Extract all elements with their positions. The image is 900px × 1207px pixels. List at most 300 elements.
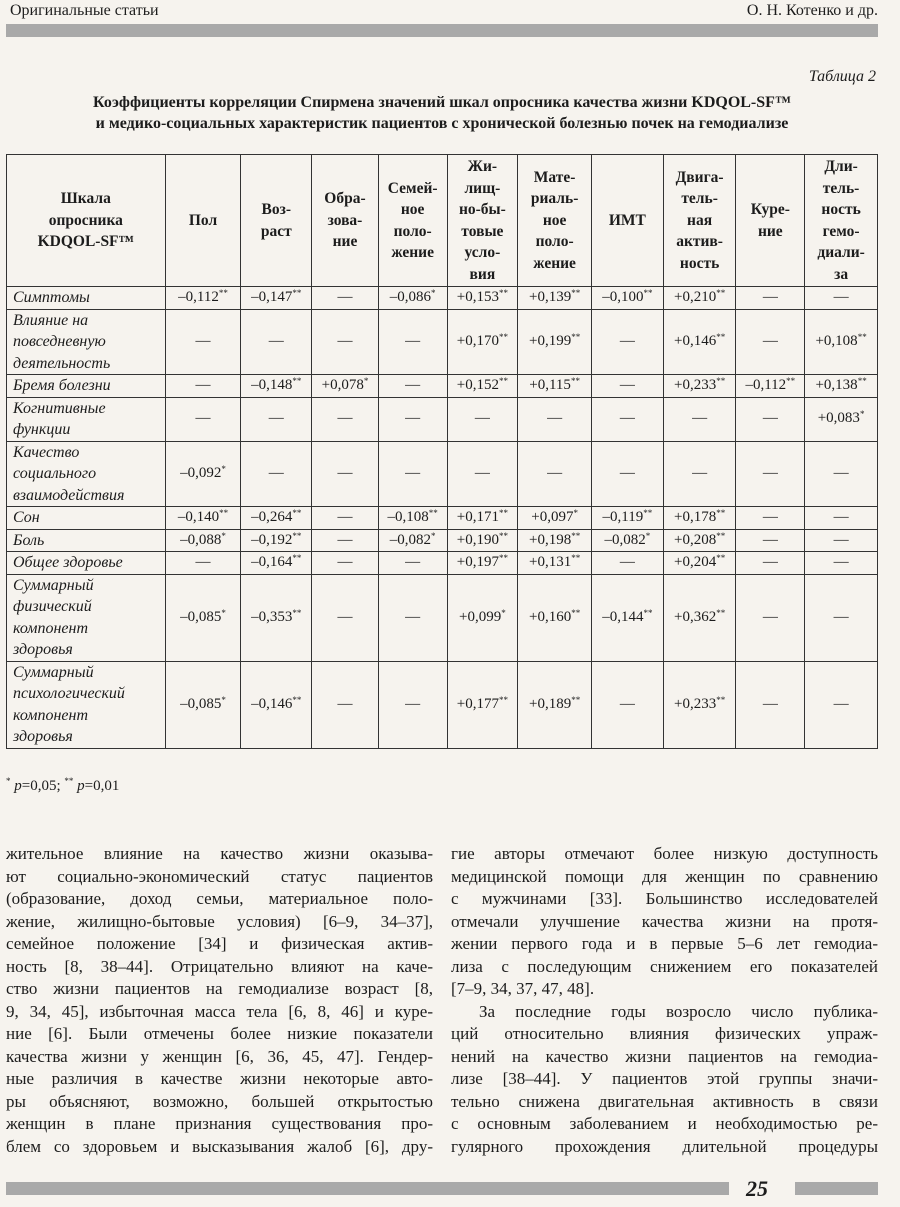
table-cell (165, 375, 241, 398)
table-cell (736, 661, 805, 748)
significance-mark: ** (292, 530, 302, 541)
cell-value: — (405, 554, 421, 570)
table-row (7, 309, 878, 375)
row-label (7, 397, 166, 441)
cell-value: –0,085 (180, 608, 222, 625)
significance-mark: ** (292, 694, 302, 705)
table-number: Таблица 2 (808, 68, 876, 85)
table-cell (241, 287, 312, 310)
column-header-line: ность (679, 254, 720, 272)
text-line: ные различия в качестве жизни некоторые авто- (6, 1069, 433, 1088)
table-cell (518, 441, 592, 507)
significance-mark: ** (643, 288, 653, 298)
significance-mark: * (431, 288, 436, 298)
cell-value: — (762, 509, 778, 525)
significance-mark: * (221, 464, 226, 474)
table-cell (447, 287, 518, 310)
cell-value: –0,100 (602, 289, 644, 305)
text-line: лизе [38–44]. У пациентов этой группы значи- (451, 1069, 878, 1088)
page-number: 25 (746, 1176, 768, 1201)
row-label (7, 552, 166, 575)
significance-mark: ** (571, 694, 581, 705)
table-cell (447, 529, 518, 552)
cell-value: — (619, 377, 635, 393)
column-header-line: гемо- (822, 222, 860, 240)
table-cell (447, 661, 518, 748)
significance-mark: ** (716, 508, 726, 518)
cell-value: +0,199 (529, 333, 572, 349)
table-cell (736, 552, 805, 575)
cell-value: — (619, 410, 635, 427)
table-cell (663, 397, 736, 441)
text-line: [7–9, 34, 37, 47, 48]. (451, 979, 595, 998)
text-line: отмечали улучшение качества жизни на протя- (451, 911, 878, 931)
row-label (7, 529, 166, 552)
table-cell (241, 397, 312, 441)
table-cell (312, 441, 379, 507)
table-cell (165, 552, 241, 575)
cell-value: — (619, 465, 635, 481)
row-label-line: Боль (13, 531, 45, 549)
table-cell (447, 574, 518, 661)
cell-value: — (268, 465, 284, 481)
table-cell (447, 397, 518, 441)
cell-value: — (337, 608, 353, 625)
column-header-line: лищ- (464, 179, 501, 197)
table-cell (591, 574, 663, 661)
table-cell (736, 574, 805, 661)
table-cell (312, 287, 379, 310)
table-cell (165, 661, 241, 748)
column-header-line: зова- (327, 211, 363, 229)
text-line: качества жизни у женщин [6, 36, 45, 47]. Гендер- (6, 1046, 433, 1066)
row-label (7, 441, 166, 507)
cell-value: +0,152 (456, 377, 499, 393)
column-header-line: тель- (822, 179, 860, 197)
cell-value: +0,189 (529, 695, 572, 712)
row-label-line: Суммарный (13, 663, 94, 681)
table-cell (736, 287, 805, 310)
cell-value: — (195, 410, 211, 427)
cell-value: +0,083 (817, 410, 860, 427)
cell-value: — (762, 695, 778, 712)
cell-value: –0,140 (177, 509, 220, 525)
text-line: нений на качество жизни пациентов на гемодиа- (451, 1046, 878, 1066)
cell-value: — (762, 410, 778, 427)
text-line: ры объясняют, возможно, большей открытостью (6, 1091, 433, 1111)
table-cell (165, 507, 241, 530)
cell-value: — (619, 554, 635, 570)
cell-value: –0,082 (389, 531, 432, 548)
cell-value: –0,088 (180, 531, 222, 548)
text-line: (образование, доход семьи, материальное поло- (6, 889, 433, 908)
table-row (7, 441, 878, 507)
table-cell (447, 309, 518, 375)
cell-value: –0,192 (251, 531, 293, 548)
significance-mark: ** (292, 508, 302, 518)
column-header-line: диали- (817, 244, 865, 261)
cell-value: –0,086 (389, 289, 432, 305)
table-cell (518, 574, 592, 661)
cell-value: +0,108 (815, 333, 858, 349)
text-line: лиза с последующим снижением его показателей (451, 956, 878, 976)
table-cell (312, 397, 379, 441)
significance-mark: ** (716, 607, 726, 618)
column-header-line: KDQOL-SF™ (37, 233, 135, 251)
table-cell (805, 529, 878, 552)
cell-value: +0,197 (456, 554, 499, 570)
cell-value: +0,078 (321, 377, 364, 393)
table-cell (241, 507, 312, 530)
text-line: жение, жилищно-бытовые условия) [6–9, 34–37], (6, 911, 433, 931)
row-label (7, 309, 166, 375)
row-label-line: физический (13, 598, 92, 615)
table-cell (518, 375, 592, 398)
table-cell (241, 309, 312, 375)
table-row (7, 529, 878, 552)
text-line: ций относительно влияния физических упраж- (451, 1024, 878, 1043)
cell-value: — (337, 410, 353, 427)
column-header-line: Двига- (675, 168, 724, 186)
table-cell (378, 552, 447, 575)
column-header-line: Куре- (750, 201, 790, 218)
table-cell (518, 397, 592, 441)
table-cell (312, 661, 379, 748)
header-rule (6, 24, 878, 37)
table-cell (378, 441, 447, 507)
table-title-line: и медико-социальных характеристик пациентов с хронической болезнью почек на гемодиализе (95, 115, 789, 132)
row-label-line: социального (13, 465, 97, 482)
table-cell (378, 574, 447, 661)
cell-value: — (692, 410, 708, 427)
table-cell (591, 441, 663, 507)
table-cell (736, 507, 805, 530)
significance-mark: ** (218, 288, 228, 298)
cell-value: — (337, 333, 353, 349)
table-cell (312, 529, 379, 552)
cell-value: +0,233 (673, 695, 717, 712)
row-label-line: Влияние на (13, 311, 89, 329)
significance-mark: ** (571, 553, 581, 563)
significance-mark: * (573, 508, 578, 518)
column-header-line: Шкала (60, 190, 111, 208)
significance-mark: * (645, 530, 651, 541)
row-label-line: Сон (13, 509, 40, 526)
column-header-line: риаль- (530, 190, 579, 208)
column-header (663, 155, 736, 287)
text-line: гулярного прохождения длительной процедуры (451, 1136, 878, 1156)
significance-mark: ** (428, 508, 438, 518)
row-label-line: компонент (13, 619, 89, 637)
cell-value: — (474, 465, 490, 481)
table-cell (805, 397, 878, 441)
footnote-value: =0,01 (84, 778, 120, 794)
cell-value: — (405, 465, 421, 481)
table-cell (663, 287, 736, 310)
significance-mark: ** (292, 607, 302, 618)
table-cell (378, 397, 447, 441)
cell-value: — (405, 695, 421, 712)
cell-value: –0,108 (387, 509, 429, 525)
row-label-line: Качество (13, 443, 80, 461)
row-label-line: психологический (13, 685, 125, 702)
text-line: ство жизни пациентов на гемодиализе возраст [8, (6, 979, 433, 998)
cell-value: — (405, 333, 421, 349)
table-cell (663, 507, 736, 530)
cell-value: — (337, 695, 353, 712)
cell-value: — (405, 608, 421, 625)
table-cell (312, 507, 379, 530)
column-header (805, 155, 878, 287)
table-footnote (6, 776, 119, 795)
table-row (7, 287, 878, 310)
cell-value: –0,092 (180, 465, 222, 481)
cell-value: +0,177 (456, 695, 499, 712)
significance-mark: ** (570, 376, 580, 386)
cell-value: +0,198 (529, 531, 572, 548)
cell-value: — (833, 695, 849, 712)
cell-value: — (337, 289, 353, 305)
cell-value: –0,164 (251, 554, 293, 570)
cell-value: +0,160 (529, 608, 572, 625)
running-header-section: Оригинальные статьи (10, 2, 159, 19)
significance-mark: ** (716, 530, 726, 541)
cell-value: –0,112 (745, 377, 787, 393)
row-label-line: повседневную (13, 333, 106, 350)
table-cell (447, 441, 518, 507)
significance-mark: ** (498, 694, 508, 705)
cell-value: –0,119 (602, 509, 644, 525)
table-cell (663, 529, 736, 552)
cell-value: +0,131 (529, 554, 572, 570)
cell-value: +0,170 (456, 333, 499, 349)
significance-mark: ** (498, 530, 508, 541)
column-header (378, 155, 447, 287)
column-header-line: жение (533, 254, 576, 272)
text-line: За последние годы возросло число публика- (479, 1001, 878, 1021)
column-header (518, 155, 592, 287)
table-cell (805, 507, 878, 530)
column-header-line: ное (400, 201, 425, 218)
significance-mark: ** (571, 530, 581, 541)
row-label-line: Суммарный (13, 576, 94, 594)
running-header-authors: О. Н. Котенко и др. (746, 2, 878, 19)
table-body (7, 287, 878, 749)
cell-value: +0,210 (673, 289, 717, 305)
table-cell (378, 287, 447, 310)
column-header (591, 155, 663, 287)
significance-mark: ** (716, 553, 726, 563)
column-header-line: Мате- (533, 168, 576, 186)
column-header-line: Жи- (467, 158, 498, 175)
text-line: жительное влияние на качество жизни оказыва- (6, 844, 433, 863)
cell-value: — (619, 695, 635, 712)
table-cell (241, 574, 312, 661)
table-row (7, 574, 878, 661)
table-cell (591, 397, 663, 441)
table-cell (165, 397, 241, 441)
cell-value: +0,139 (529, 289, 572, 305)
table-cell (591, 287, 663, 310)
significance-mark: ** (571, 332, 581, 342)
row-label-line: здоровья (13, 728, 73, 745)
table-header-row (7, 155, 878, 287)
cell-value: +0,146 (673, 333, 717, 349)
table-cell (312, 375, 379, 398)
table-cell (591, 375, 663, 398)
significance-mark: ** (571, 607, 581, 618)
cell-value: — (337, 531, 353, 548)
significance-mark: * (221, 530, 226, 541)
significance-mark: ** (571, 288, 581, 298)
text-line: ние [6]. Были отмечены более низкие показатели (6, 1024, 433, 1043)
column-header-line: Обра- (324, 190, 366, 208)
row-label-line: Симптомы (13, 289, 90, 306)
table-cell (663, 552, 736, 575)
column-header-line: ние (332, 233, 358, 251)
column-header-line: ние (757, 222, 783, 240)
column-header-line: ность (821, 201, 861, 218)
column-header-line: опросника (48, 211, 123, 229)
column-header-line: поло- (535, 233, 574, 251)
table-cell (378, 309, 447, 375)
column-header-line: актив- (676, 233, 723, 251)
footnote-p: p (77, 778, 85, 794)
cell-value: — (762, 531, 778, 548)
cell-value: +0,097 (531, 509, 574, 525)
correlation-table (6, 154, 878, 749)
column-header-line: усло- (464, 244, 501, 261)
table-cell (378, 661, 447, 748)
cell-value: — (833, 531, 849, 548)
table-cell (312, 552, 379, 575)
cell-value: –0,082 (604, 531, 646, 548)
cell-value: — (619, 333, 635, 349)
text-line: медицинской помощи для женщин по сравнению (451, 866, 878, 886)
text-line: тельно снижена двигательная активность в связи (451, 1091, 878, 1111)
table-cell (518, 552, 592, 575)
cell-value: +0,362 (673, 608, 717, 625)
significance-mark: ** (498, 376, 508, 386)
table-cell (591, 552, 663, 575)
row-label (7, 287, 166, 310)
cell-value: +0,204 (673, 554, 717, 570)
row-label-line: функции (13, 421, 71, 438)
column-header-line: Семей- (387, 179, 438, 197)
column-header-line: но-бы- (458, 201, 506, 218)
text-line: ность [8, 38–44]. Отрицательно влияют на каче- (6, 956, 433, 976)
column-header-line: жение (391, 244, 434, 261)
footnote-p: p (14, 778, 22, 794)
cell-value: — (692, 465, 708, 481)
significance-mark: ** (498, 288, 508, 298)
row-label-line: Когнитивные (13, 399, 106, 417)
significance-mark: * (221, 694, 226, 705)
table-row (7, 552, 878, 575)
cell-value: — (405, 410, 421, 427)
cell-value: — (762, 554, 778, 570)
cell-value: +0,153 (456, 289, 499, 305)
table-cell (312, 574, 379, 661)
significance-mark: ** (643, 508, 653, 518)
table-cell (312, 309, 379, 375)
significance-mark: ** (219, 508, 229, 518)
cell-value: — (195, 554, 211, 570)
column-header-line: раст (260, 222, 292, 240)
cell-value: –0,144 (602, 608, 644, 625)
table-title (6, 92, 878, 134)
significance-mark: ** (498, 332, 508, 342)
footer-rule (6, 1182, 729, 1195)
table-cell (165, 287, 241, 310)
text-line: 9, 34, 45], избыточная масса тела [6, 8, 46] и куре- (6, 1001, 433, 1021)
table-cell (805, 552, 878, 575)
column-header-line: ИМТ (608, 211, 646, 229)
cell-value: — (195, 377, 211, 393)
significance-mark: ** (716, 332, 726, 342)
table-cell (736, 309, 805, 375)
table-cell (518, 309, 592, 375)
table-cell (591, 309, 663, 375)
cell-value: +0,115 (529, 377, 571, 393)
body-text-right-column (451, 843, 878, 1158)
table-cell (591, 661, 663, 748)
text-line: женщин в плане признания существования про- (6, 1114, 433, 1133)
column-header-line: Воз- (261, 201, 291, 218)
table-cell (165, 574, 241, 661)
table-cell (805, 441, 878, 507)
cell-value: — (268, 333, 284, 349)
table-cell (378, 507, 447, 530)
table-cell (591, 529, 663, 552)
table-cell (378, 529, 447, 552)
table-cell (518, 529, 592, 552)
table-cell (447, 507, 518, 530)
row-label-line: деятельность (13, 354, 111, 372)
table-cell (805, 309, 878, 375)
table-row (7, 375, 878, 398)
column-header-line: товые (461, 222, 504, 240)
cell-value: –0,353 (251, 608, 293, 625)
cell-value: +0,208 (673, 531, 717, 548)
table-cell (518, 507, 592, 530)
table-cell (736, 529, 805, 552)
cell-value: +0,099 (459, 608, 502, 625)
table-cell (447, 552, 518, 575)
text-line: жении первого года и в первые 5–6 лет гемодиа- (451, 934, 878, 953)
table-cell (736, 441, 805, 507)
table-row (7, 661, 878, 748)
significance-mark: ** (498, 553, 508, 563)
cell-value: — (833, 465, 849, 481)
significance-mark: ** (498, 508, 508, 518)
footnote-value: =0,05; (21, 778, 61, 794)
column-header-line: за (834, 265, 849, 283)
footer-rule-tail (795, 1182, 878, 1195)
cell-value: +0,171 (456, 509, 499, 525)
cell-value: +0,138 (815, 377, 858, 393)
row-label (7, 507, 166, 530)
table-cell (805, 375, 878, 398)
text-line: гие авторы отмечают более низкую доступность (451, 844, 878, 863)
cell-value: –0,264 (251, 509, 293, 525)
cell-value: — (547, 465, 563, 481)
table-cell (805, 661, 878, 748)
table-cell (736, 397, 805, 441)
cell-value: — (833, 608, 849, 625)
significance-mark: ** (716, 376, 726, 386)
row-label-line: Бремя болезни (13, 377, 111, 394)
